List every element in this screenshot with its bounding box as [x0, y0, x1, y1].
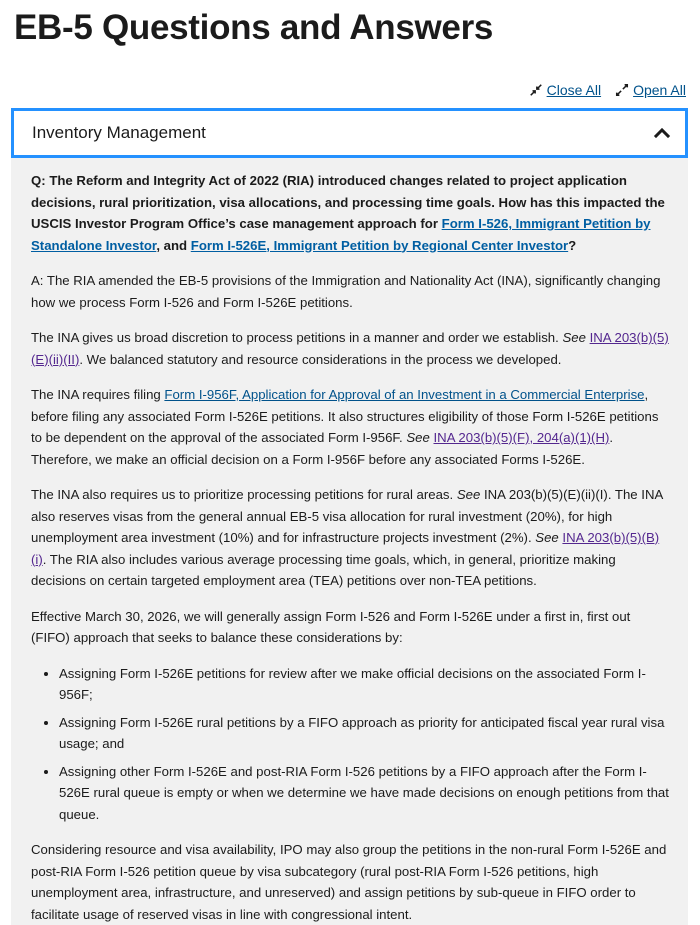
close-all-button[interactable] [529, 82, 601, 98]
close-all-label: Close All [546, 82, 602, 98]
fifo-criteria-list [31, 663, 672, 826]
list-item: • Assigning Form I-526E petitions for review after we make official decisions on the associated Form I-956F; [59, 663, 672, 706]
filing-paragraph [31, 384, 672, 470]
list-item: • Assigning Form I-526E rural petitions by a FIFO approach as priority for anticipated fiscal year rural visa usage; and [59, 712, 672, 755]
paragraph-text: . Therefore, we make an official decision on a Form I-956F before any associated Forms I-526E. [31, 430, 614, 467]
see-citation: See [562, 330, 586, 345]
see-citation: See [535, 530, 559, 545]
page-title: EB-5 Questions and Answers [14, 8, 494, 47]
accordion-controls [529, 82, 686, 98]
fifo-intro-paragraph: Effective March 30, 2026, we will generally assign Form I-526 and Form I-526E under a first in, first out (FIFO) approach that seeks to balance these considerations by: [31, 608, 631, 645]
paragraph-text: The INA gives us broad discretion to process petitions in a manner and order we establish. [31, 330, 563, 345]
question-text: Q: The Reform and Integrity Act of 2022 (RIA) introduced changes related to project application decisions, rural prioritization, visa allocations, and processing time goals. How has this impacted the USCIS Investor Program Office’s case management approach for [31, 173, 665, 231]
answer-paragraph: A: The RIA amended the EB-5 provisions of the Immigration and Nationality Act (INA), significantly changing how we process Form I-526 and Form I-526E petitions. [31, 273, 661, 310]
question-text: , and [156, 237, 191, 253]
question-text: ? [568, 237, 577, 253]
collapse-arrows-icon [529, 83, 543, 97]
paragraph-text: . We balanced statutory and resource considerations in the process we developed. [79, 351, 562, 367]
see-citation: See [456, 487, 481, 502]
paragraph-text: . The RIA also includes various average processing time goals, which, in general, prioritize making decisions on certain targeted employment area (TEA) petitions over non-TEA petitions. [31, 551, 616, 588]
paragraph-text: The INA requires filing [31, 387, 165, 402]
accordion-title: Inventory Management [32, 123, 206, 142]
ina-203-b5-b-i-link[interactable]: INA 203(b)(5)(B)(i) [31, 530, 660, 567]
form-i956f-link[interactable]: Form I-956F, Application for Approval of an Investment in a Commercial Enterprise [164, 387, 645, 402]
expand-arrows-icon [615, 83, 629, 97]
resource-paragraph: Considering resource and visa availability, IPO may also group the petitions in the non-rural Form I-526E and post-RIA Form I-526 petition queue by visa subcategory (rural post-RIA Form I-526 petitions, high unemployment area, infrastructure, and unreserved) and assign petitions by sub-queue in FIFO order to facilitate usage of reserved visas in line with congressional intent. [31, 842, 667, 922]
question-paragraph [31, 170, 672, 256]
list-item: • Assigning other Form I-526E and post-RIA Form I-526 petitions by a FIFO approach after the Form I-526E rural queue is empty or when we determine we have made decisions on enough petitions from that queue. [59, 761, 672, 826]
rural-priority-paragraph [31, 484, 672, 592]
paragraph-text: INA 203(b)(5)(E)(ii)(I). The INA also reserves visas from the general annual EB-5 visa allocation for rural investment (20%), for high unemployment area investment (10%) and for infrastructure projects investment (2%). [31, 487, 663, 545]
ina-203-b5-f-link[interactable]: INA 203(b)(5)(F), 204(a)(1)(H) [433, 430, 610, 445]
open-all-label: Open All [633, 82, 686, 98]
form-i526e-link[interactable]: Form I-526E, Immigrant Petition by Regional Center Investor [190, 237, 569, 253]
ina-203-b5-e-ii-ii-link[interactable]: INA 203(b)(5)(E)(ii)(II) [31, 330, 669, 367]
accordion-inventory-management [11, 108, 688, 925]
paragraph-text: , before filing any associated Form I-526E petitions. It also structures eligibility of those Form I-526E petitions to be dependent on the approval of the associated Form I-956F. [31, 387, 659, 445]
chevron-up-icon [653, 124, 671, 142]
open-all-button[interactable] [615, 82, 686, 98]
accordion-content [11, 158, 688, 925]
accordion-header-button[interactable] [11, 108, 688, 158]
discretion-paragraph [31, 327, 672, 370]
form-i526-link[interactable]: Form I-526, Immigrant Petition by Standalone Investor [31, 216, 651, 253]
see-citation: See [406, 430, 430, 445]
paragraph-text: The INA also requires us to prioritize processing petitions for rural areas. [31, 487, 457, 502]
